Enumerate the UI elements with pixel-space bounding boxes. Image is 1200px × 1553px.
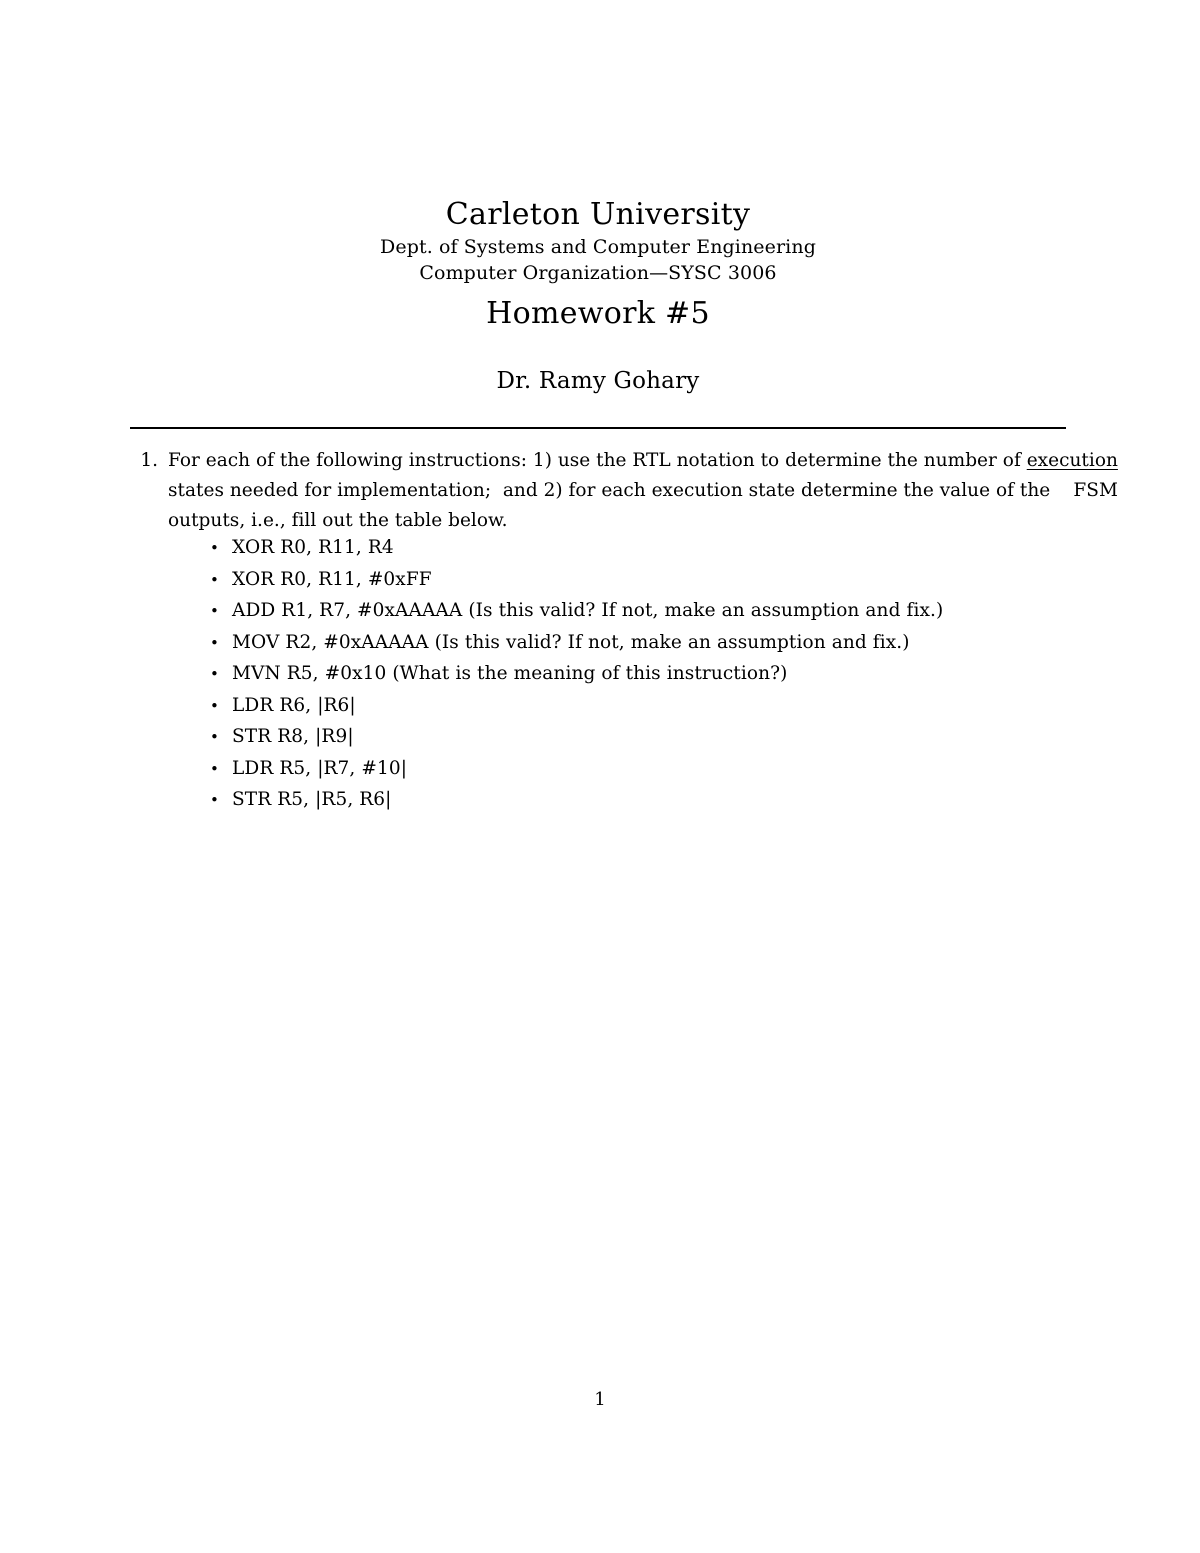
- list-item: [210, 658, 1070, 690]
- university-name: Carleton University: [445, 197, 751, 232]
- question-line-1: [168, 446, 1118, 476]
- list-item-label: STR R8, |R9|: [232, 726, 354, 747]
- course-name: Computer Organization—SYSC 3006: [419, 262, 777, 284]
- bullet-icon: •: [210, 602, 219, 620]
- list-item: [210, 627, 1070, 659]
- list-item: [210, 564, 1070, 596]
- document-header: [130, 196, 1066, 396]
- list-item: [210, 784, 1070, 816]
- list-item-label: XOR R0, R11, #0xFF: [232, 568, 432, 590]
- list-item: [210, 690, 1070, 722]
- bullet-icon: •: [210, 791, 219, 809]
- list-item-label: STR R5, |R5, R6|: [232, 789, 392, 810]
- list-item: [210, 753, 1070, 785]
- list-item-label: MVN R5, #0x10 (What is the meaning of this instruction?): [232, 663, 788, 684]
- list-item: [210, 532, 1070, 564]
- list-item-label: XOR R0, R11, R4: [232, 537, 394, 558]
- bullet-icon: •: [210, 570, 219, 589]
- list-item-label: MOV R2, #0xAAAAA (Is this valid? If not, make an assumption and fix.): [232, 631, 910, 653]
- question-underlined-word: execution: [1026, 450, 1118, 471]
- bullet-icon: •: [210, 696, 219, 715]
- header-divider: [130, 427, 1066, 429]
- question-line-2: [168, 476, 1118, 506]
- question-block: [130, 446, 1118, 536]
- bullet-icon: •: [210, 728, 219, 746]
- list-item-label: LDR R6, |R6|: [232, 694, 356, 716]
- assignment-title: Homework #5: [486, 296, 710, 331]
- list-item: [210, 595, 1070, 627]
- bullet-icon: •: [210, 633, 219, 652]
- question-line-3: outputs, i.e., fill out the table below.: [168, 510, 508, 531]
- question-number: 1.: [140, 450, 158, 471]
- bullet-icon: •: [210, 539, 219, 557]
- list-item-label: LDR R5, |R7, #10|: [232, 757, 408, 779]
- question-line-1-text: For each of the following instructions: 1) use the RTL notation to determine the number of: [168, 450, 1027, 471]
- question-line-2-text: states needed for implementation; and 2) for each execution state determine the value of the: [168, 480, 1051, 501]
- question-row: [130, 446, 1118, 536]
- question-body: [168, 446, 1118, 536]
- bullet-icon: •: [210, 665, 219, 683]
- list-item: [210, 721, 1070, 753]
- department-name: Dept. of Systems and Computer Engineering: [380, 236, 816, 258]
- author-name: Dr. Ramy Gohary: [496, 368, 700, 394]
- bullet-icon: •: [210, 759, 219, 778]
- question-line-2-tail: FSM: [1073, 480, 1118, 501]
- instruction-list: [210, 532, 1070, 816]
- list-item-label: ADD R1, R7, #0xAAAAA (Is this valid? If not, make an assumption and fix.): [232, 600, 944, 621]
- page-number: 1: [594, 1389, 606, 1410]
